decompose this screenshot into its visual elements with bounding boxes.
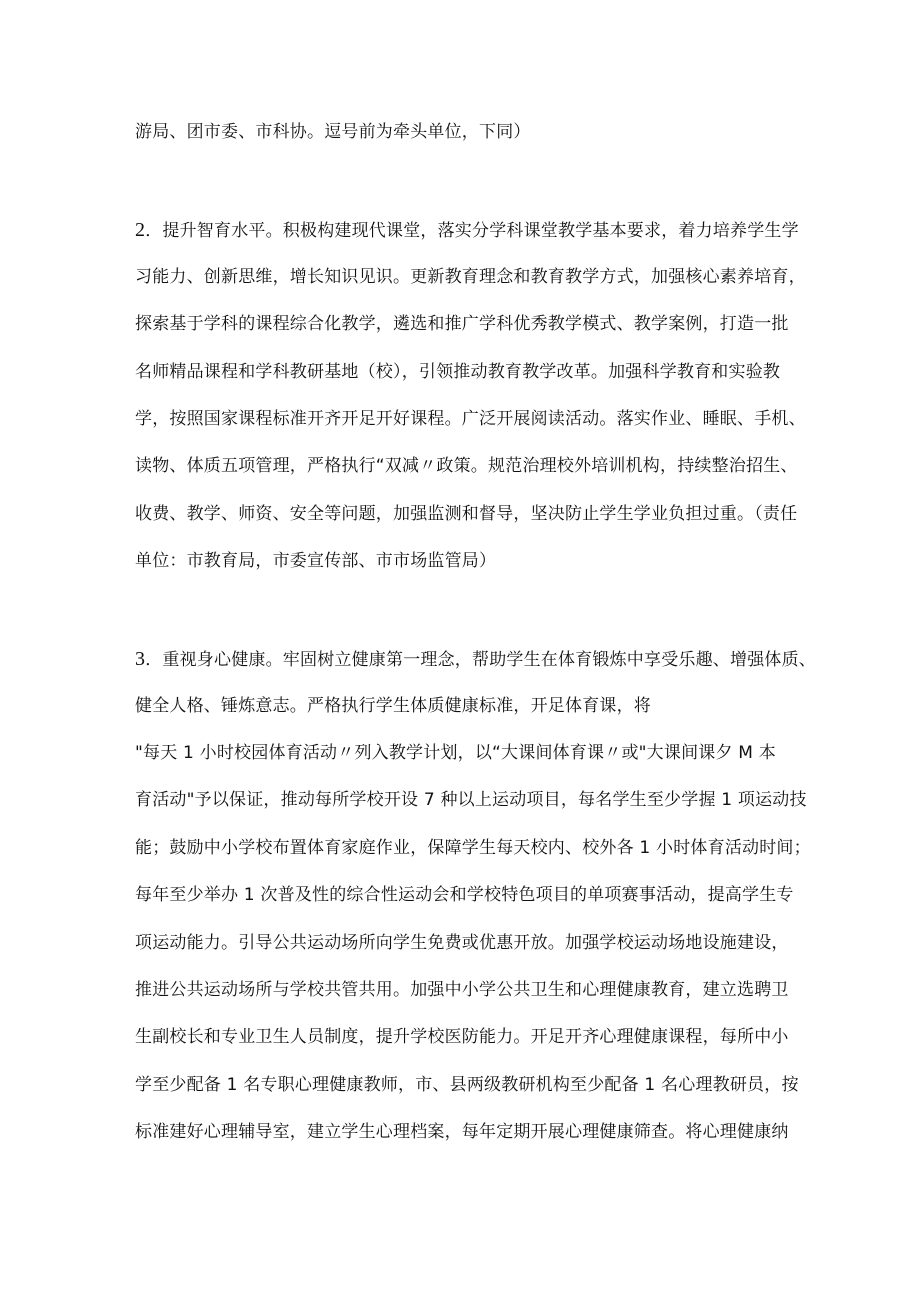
- item3-line-1-text: ．重视身心健康。牢固树立健康第一理念，帮助学生在体育锻炼中享受乐趣、增强体质、: [145, 650, 817, 670]
- item2-number: 2: [135, 219, 146, 241]
- item3-line-4: 育活动"予以保证，推动每所学校开设 7 种以上运动项目，每名学生至少学握 1 项运动技: [135, 790, 807, 810]
- item2-line-4: 名师精品课程和学科教研基地（校），引领推动教育教学改革。加强科学教育和实验教: [135, 362, 781, 382]
- item3-line-9: 生副校长和专业卫生人员制度，提升学校医防能力。开足开齐心理健康课程，每所中小: [135, 1027, 789, 1047]
- item2-line-2: 习能力、创新思维，增长知识见识。更新教育理念和教育教学方式，加强核心素养培育，: [135, 267, 806, 287]
- intro-line-1: 游局、团市委、市科协。逗号前为牵头单位，下同）: [135, 122, 531, 142]
- item3-line-10: 学至少配备 1 名专职心理健康教师，市、县两级教研机构至少配备 1 名心理教研员，按: [135, 1075, 799, 1095]
- item3-line-5: 能；鼓励中小学校布置体育家庭作业，保障学生每天校内、校外各 1 小时体育活动时间；: [135, 838, 811, 858]
- item3-line-2: 健全人格、锤炼意志。严格执行学生体质健康标准，开足体育课，将: [135, 696, 651, 716]
- item2-line-8: 单位：市教育局，市委宣传部、市市场监管局）: [135, 551, 497, 571]
- item2-line-6: 读物、体质五项管理，严格执行“双减〃政策。规范治理校外培训机构，持续整治招生、: [135, 456, 798, 476]
- item3-line-3: "每天 1 小时校园体育活动〃列入教学计划，以“大课间体育课〃或"大课间课夕 M 本: [135, 743, 776, 763]
- item2-line-5: 学，按照国家课程标准开齐开足开好课程。广泛开展阅读活动。落实作业、睡眠、手机、: [135, 409, 806, 429]
- item3-line-8: 推进公共运动场所与学校共管共用。加强中小学公共卫生和心理健康教育，建立选聘卫: [135, 980, 789, 1000]
- item3-line-7: 项运动能力。引导公共运动场所向学生免费或优惠开放。加强学校运动场地设施建设，: [135, 933, 789, 953]
- item3-line-1: [135, 647, 816, 672]
- item2-line-7: 收费、教学、师资、安全等问题，加强监测和督导，坚决防止学生学业负担过重。（责任: [135, 504, 798, 524]
- item2-line-3: 探索基于学科的课程综合化教学，遴选和推广学科优秀教学模式、教学案例，打造一批: [135, 314, 789, 334]
- item3-line-11: 标准建好心理辅导室，建立学生心理档案，每年定期开展心理健康筛查。将心理健康纳: [135, 1122, 789, 1142]
- item2-line-1-text: ．提升智育水平。积极构建现代课堂，落实分学科课堂教学基本要求，着力培养学生学: [145, 221, 799, 241]
- item2-line-1: [135, 218, 799, 243]
- item3-number: 3: [135, 648, 146, 670]
- item3-line-6: 每年至少举办 1 次普及性的综合性运动会和学校特色项目的单项赛事活动，提高学生专: [135, 885, 794, 905]
